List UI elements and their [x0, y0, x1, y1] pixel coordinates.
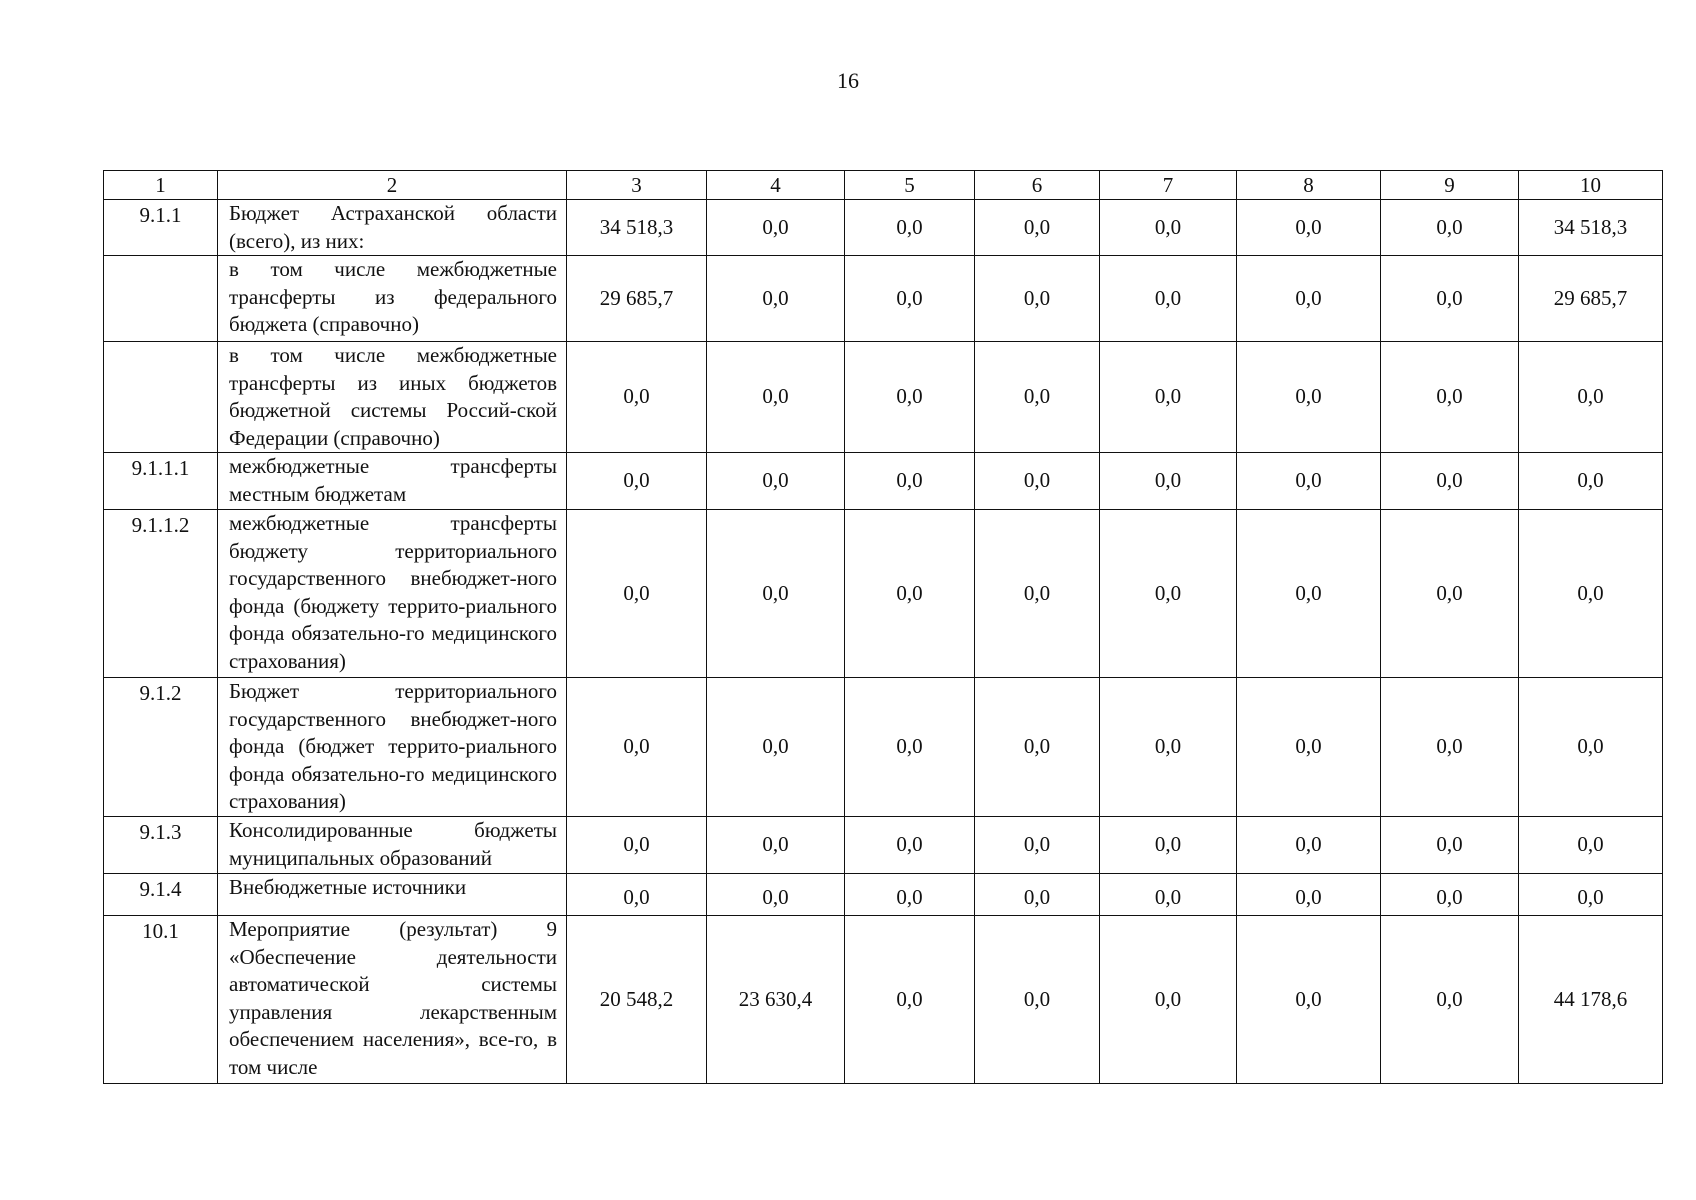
value-cell: 0,0 — [1100, 453, 1237, 510]
value-cell: 0,0 — [1100, 510, 1237, 678]
value-cell: 0,0 — [975, 916, 1100, 1084]
value-cell: 0,0 — [707, 342, 845, 453]
value-cell: 0,0 — [1381, 256, 1519, 342]
value-cell: 0,0 — [975, 874, 1100, 916]
value-cell: 0,0 — [1519, 817, 1663, 874]
value-cell: 0,0 — [1519, 510, 1663, 678]
value-cell: 0,0 — [1381, 200, 1519, 256]
value-cell: 34 518,3 — [1519, 200, 1663, 256]
value-cell: 0,0 — [845, 817, 975, 874]
table-row — [104, 817, 1663, 874]
value-cell: 0,0 — [1100, 817, 1237, 874]
row-code: 9.1.3 — [104, 817, 218, 874]
value-cell: 0,0 — [1237, 678, 1381, 817]
value-cell: 0,0 — [975, 453, 1100, 510]
row-description: в том числе межбюджетные трансферты из федерального бюджета (справочно) — [218, 256, 567, 342]
row-description: межбюджетные трансферты бюджету территориального государственного внебюджет-ного фонда (бюджету террито-риального фонда обязательно-го медицинского страхования) — [218, 510, 567, 678]
value-cell: 0,0 — [1381, 916, 1519, 1084]
value-cell: 0,0 — [975, 200, 1100, 256]
value-cell: 0,0 — [1381, 453, 1519, 510]
value-cell: 0,0 — [1519, 342, 1663, 453]
header-cell: 5 — [845, 171, 975, 200]
value-cell: 0,0 — [1237, 200, 1381, 256]
value-cell: 0,0 — [1237, 916, 1381, 1084]
row-code: 9.1.1.2 — [104, 510, 218, 678]
table-row — [104, 874, 1663, 916]
value-cell: 0,0 — [567, 510, 707, 678]
value-cell: 0,0 — [567, 678, 707, 817]
header-cell: 6 — [975, 171, 1100, 200]
header-cell: 1 — [104, 171, 218, 200]
value-cell: 0,0 — [1381, 678, 1519, 817]
header-cell: 3 — [567, 171, 707, 200]
header-cell: 10 — [1519, 171, 1663, 200]
page-number: 16 — [837, 68, 859, 93]
value-cell: 0,0 — [1519, 453, 1663, 510]
value-cell: 0,0 — [707, 200, 845, 256]
value-cell: 0,0 — [845, 874, 975, 916]
value-cell: 29 685,7 — [567, 256, 707, 342]
header-cell: 8 — [1237, 171, 1381, 200]
row-description: Бюджет территориального государственного внебюджет-ного фонда (бюджет террито-риального фонда обязательно-го медицинского страхования) — [218, 678, 567, 817]
value-cell: 0,0 — [707, 453, 845, 510]
value-cell: 0,0 — [1237, 256, 1381, 342]
value-cell: 0,0 — [1237, 874, 1381, 916]
value-cell: 0,0 — [845, 200, 975, 256]
row-code: 9.1.1.1 — [104, 453, 218, 510]
table-row — [104, 342, 1663, 453]
value-cell: 0,0 — [975, 510, 1100, 678]
value-cell: 0,0 — [1519, 678, 1663, 817]
table-row — [104, 510, 1663, 678]
value-cell: 0,0 — [1381, 817, 1519, 874]
value-cell: 0,0 — [707, 817, 845, 874]
row-description: межбюджетные трансферты местным бюджетам — [218, 453, 567, 510]
value-cell: 0,0 — [1100, 916, 1237, 1084]
value-cell: 0,0 — [1237, 817, 1381, 874]
value-cell: 0,0 — [1381, 510, 1519, 678]
value-cell: 0,0 — [707, 510, 845, 678]
value-cell: 34 518,3 — [567, 200, 707, 256]
value-cell: 0,0 — [707, 874, 845, 916]
value-cell: 0,0 — [1381, 342, 1519, 453]
row-code: 9.1.4 — [104, 874, 218, 916]
table-row — [104, 678, 1663, 817]
budget-table — [103, 170, 1663, 1084]
value-cell: 29 685,7 — [1519, 256, 1663, 342]
row-code — [104, 342, 218, 453]
table-row — [104, 256, 1663, 342]
value-cell: 0,0 — [975, 256, 1100, 342]
row-description: Внебюджетные источники — [218, 874, 567, 916]
row-code: 10.1 — [104, 916, 218, 1084]
value-cell: 0,0 — [845, 510, 975, 678]
value-cell: 0,0 — [1237, 453, 1381, 510]
header-cell: 9 — [1381, 171, 1519, 200]
value-cell: 44 178,6 — [1519, 916, 1663, 1084]
value-cell: 0,0 — [1100, 256, 1237, 342]
value-cell: 20 548,2 — [567, 916, 707, 1084]
header-cell: 7 — [1100, 171, 1237, 200]
table-body — [104, 171, 1663, 1084]
value-cell: 0,0 — [845, 453, 975, 510]
value-cell: 0,0 — [567, 453, 707, 510]
header-cell: 4 — [707, 171, 845, 200]
value-cell: 0,0 — [567, 874, 707, 916]
value-cell: 0,0 — [707, 256, 845, 342]
value-cell: 0,0 — [845, 342, 975, 453]
value-cell: 0,0 — [567, 817, 707, 874]
row-code: 9.1.1 — [104, 200, 218, 256]
value-cell: 0,0 — [1237, 342, 1381, 453]
row-description: Бюджет Астраханской области (всего), из них: — [218, 200, 567, 256]
table-row — [104, 916, 1663, 1084]
header-row — [104, 171, 1663, 200]
row-description: в том числе межбюджетные трансферты из иных бюджетов бюджетной системы Россий-ской Федерации (справочно) — [218, 342, 567, 453]
value-cell: 0,0 — [845, 916, 975, 1084]
value-cell: 0,0 — [845, 678, 975, 817]
value-cell: 0,0 — [845, 256, 975, 342]
header-cell: 2 — [218, 171, 567, 200]
value-cell: 0,0 — [1381, 874, 1519, 916]
row-description: Консолидированные бюджеты муниципальных образований — [218, 817, 567, 874]
row-code — [104, 256, 218, 342]
value-cell: 0,0 — [1100, 342, 1237, 453]
value-cell: 0,0 — [707, 678, 845, 817]
row-code: 9.1.2 — [104, 678, 218, 817]
value-cell: 0,0 — [975, 678, 1100, 817]
value-cell: 0,0 — [1100, 678, 1237, 817]
row-description: Мероприятие (результат) 9 «Обеспечение деятельности автоматической системы управления лекарственным обеспечением населения», все-го, в том числе — [218, 916, 567, 1084]
value-cell: 0,0 — [1519, 874, 1663, 916]
value-cell: 23 630,4 — [707, 916, 845, 1084]
table-row — [104, 200, 1663, 256]
value-cell: 0,0 — [975, 342, 1100, 453]
value-cell: 0,0 — [1100, 874, 1237, 916]
value-cell: 0,0 — [1237, 510, 1381, 678]
value-cell: 0,0 — [1100, 200, 1237, 256]
table-row — [104, 453, 1663, 510]
value-cell: 0,0 — [567, 342, 707, 453]
value-cell: 0,0 — [975, 817, 1100, 874]
